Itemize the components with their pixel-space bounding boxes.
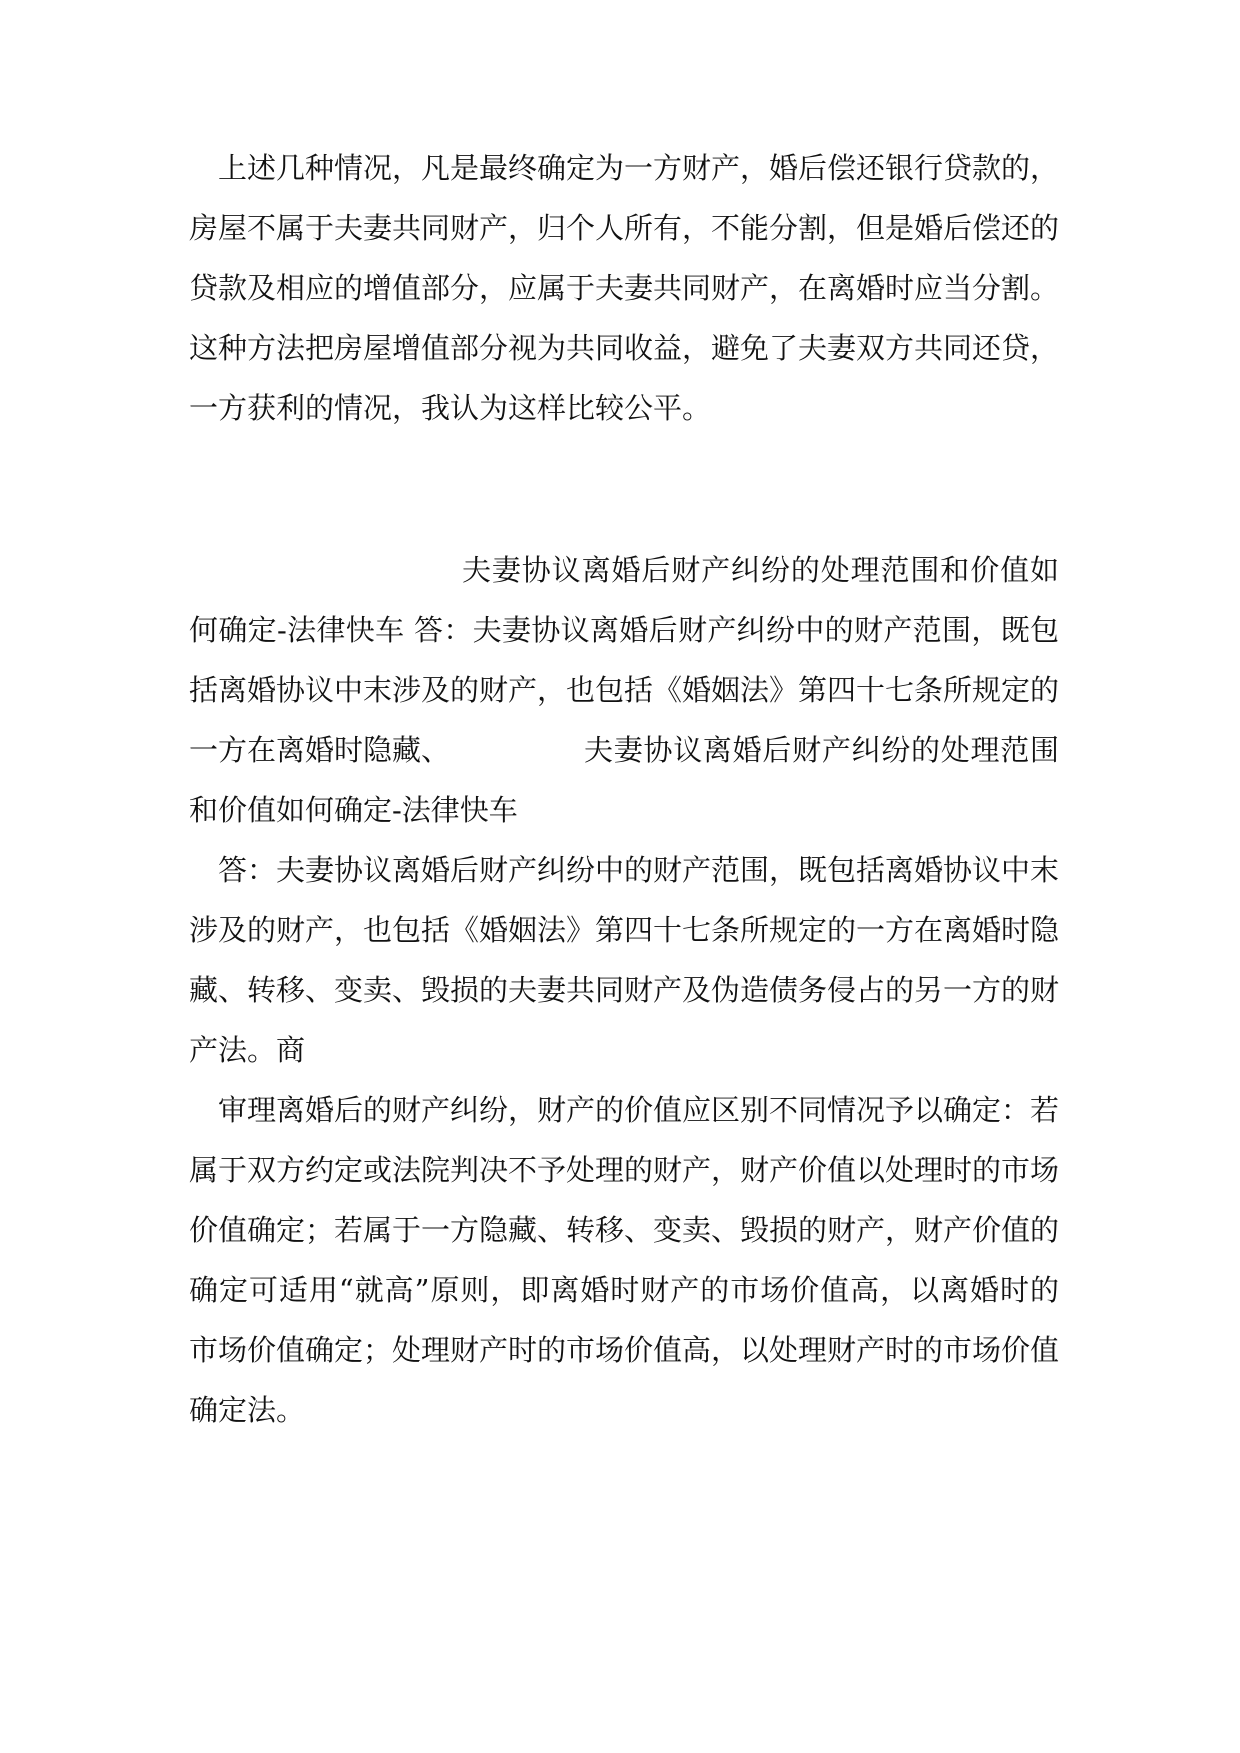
p2-line-4 [189, 728, 1059, 772]
p3-line-3: 藏、转移、变卖、毁损的夫妻共同财产及伪造债务侵占的另一方的财 [189, 973, 1060, 1007]
p4-line-5: 市场价值确定；处理财产时的市场价值高，以处理财产时的市场价值 [189, 1333, 1060, 1367]
p3-line-1: 答：夫妻协议离婚后财产纠纷中的财产范围，既包括离婚协议中末 [218, 853, 1060, 887]
p2-line-5: 和价值如何确定-法律快车 [189, 793, 518, 827]
p1-line-2: 房屋不属于夫妻共同财产，归个人所有，不能分割，但是婚后偿还的 [189, 211, 1060, 245]
p1-line-1: 上述几种情况，凡是最终确定为一方财产，婚后偿还银行贷款的， [218, 151, 1060, 185]
p4-line-4: 确定可适用“就高”原则，即离婚时财产的市场价值高，以离婚时的 [189, 1273, 1059, 1307]
p2-line-2: 何确定-法律快车 答：夫妻协议离婚后财产纠纷中的财产范围，既包 [189, 613, 1059, 647]
p2-line-4-right: 夫妻协议离婚后财产纠纷的处理范围 [584, 733, 1059, 767]
p1-line-5: 一方获利的情况，我认为这样比较公平。 [189, 391, 712, 425]
p2-line-3: 括离婚协议中末涉及的财产，也包括《婚姻法》第四十七条所规定的 [189, 673, 1060, 707]
p3-line-2: 涉及的财产，也包括《婚姻法》第四十七条所规定的一方在离婚时隐 [189, 913, 1060, 947]
p4-line-6: 确定法。 [189, 1393, 306, 1427]
p4-line-3: 价值确定；若属于一方隐藏、转移、变卖、毁损的财产，财产价值的 [189, 1213, 1060, 1247]
p1-line-4: 这种方法把房屋增值部分视为共同收益，避免了夫妻双方共同还贷， [189, 331, 1060, 365]
p1-line-3: 贷款及相应的增值部分，应属于夫妻共同财产，在离婚时应当分割。 [189, 271, 1060, 305]
p2-line-1: 夫妻协议离婚后财产纠纷的处理范围和价值如 [462, 553, 1059, 587]
p4-line-2: 属于双方约定或法院判决不予处理的财产，财产价值以处理时的市场 [189, 1153, 1060, 1187]
p4-line-1: 审理离婚后的财产纠纷，财产的价值应区别不同情况予以确定：若 [218, 1093, 1060, 1127]
p2-line-4-left: 一方在离婚时隐藏、 [189, 733, 451, 767]
p3-line-4: 产法。商 [189, 1033, 306, 1067]
